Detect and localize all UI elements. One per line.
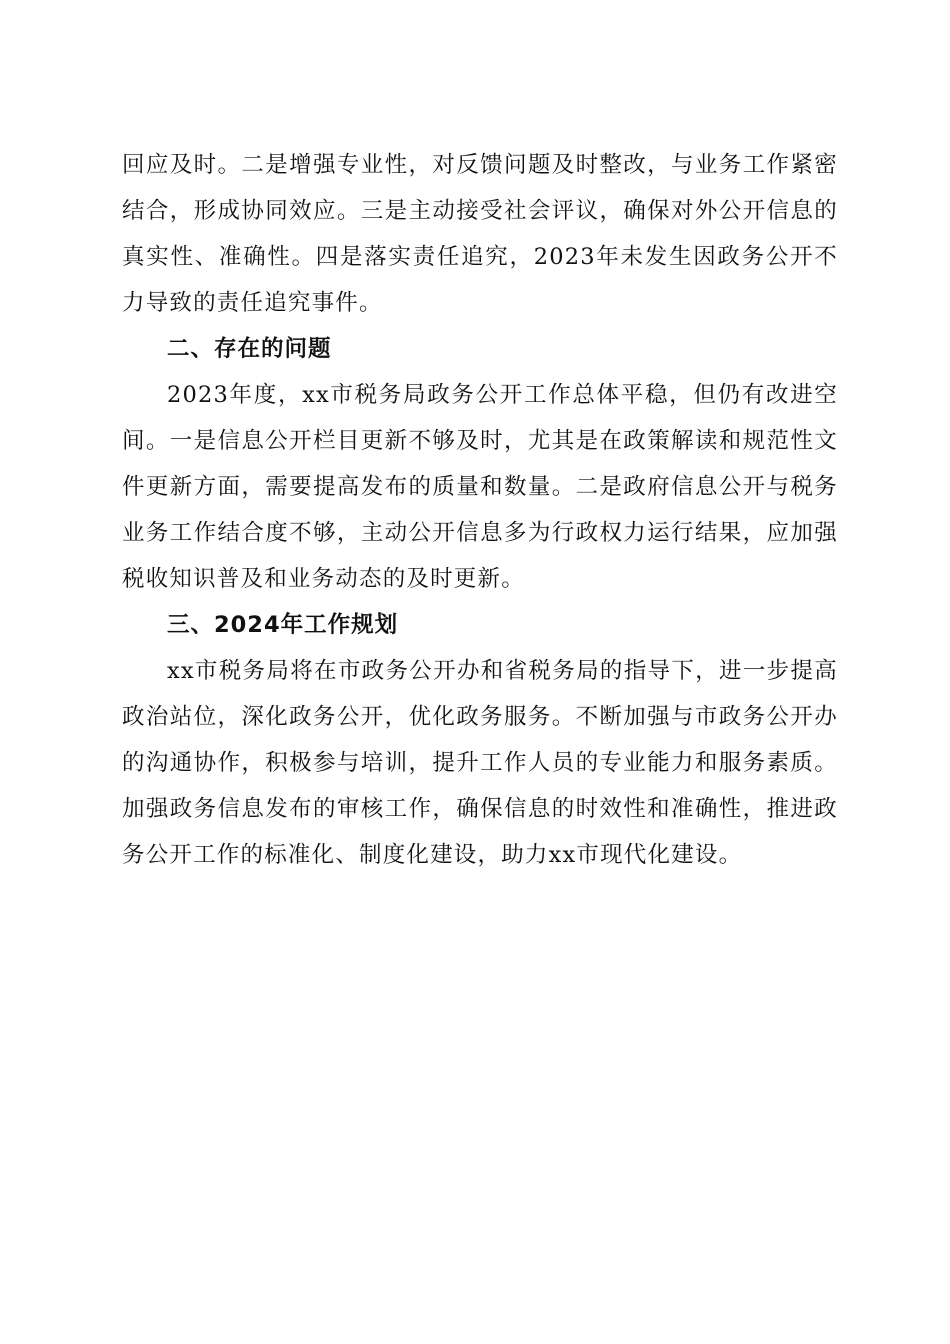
section-heading-problems: 二、存在的问题 — [167, 336, 332, 362]
section-body-problems: 2023年度，xx市税务局政务公开工作总体平稳，但仍有改进空间。一是信息公开栏目更新不够及时，尤其是在政策解读和规范性文件更新方面，需要提高发布的质量和数量。二是政府信息公开与税务业务工作结合度不够，主动公开信息多为行政权力运行结果，应加强税收知识普及和业务动态的及时更新。 — [122, 382, 838, 592]
document-body — [122, 142, 838, 878]
section-heading-plan-2024: 三、2024年工作规划 — [167, 612, 399, 638]
continuation-paragraph: 回应及时。二是增强专业性，对反馈问题及时整改，与业务工作紧密结合，形成协同效应。三是主动接受社会评议，确保对外公开信息的真实性、准确性。四是落实责任追究，2023年未发生因政务公开不力导致的责任追究事件。 — [122, 152, 838, 316]
section-body-plan-2024: xx市税务局将在市政务公开办和省税务局的指导下，进一步提高政治站位，深化政务公开，优化政务服务。不断加强与市政务公开办的沟通协作，积极参与培训，提升工作人员的专业能力和服务素质。加强政务信息发布的审核工作，确保信息的时效性和准确性，推进政务公开工作的标准化、制度化建设，助力xx市现代化建设。 — [122, 658, 838, 868]
